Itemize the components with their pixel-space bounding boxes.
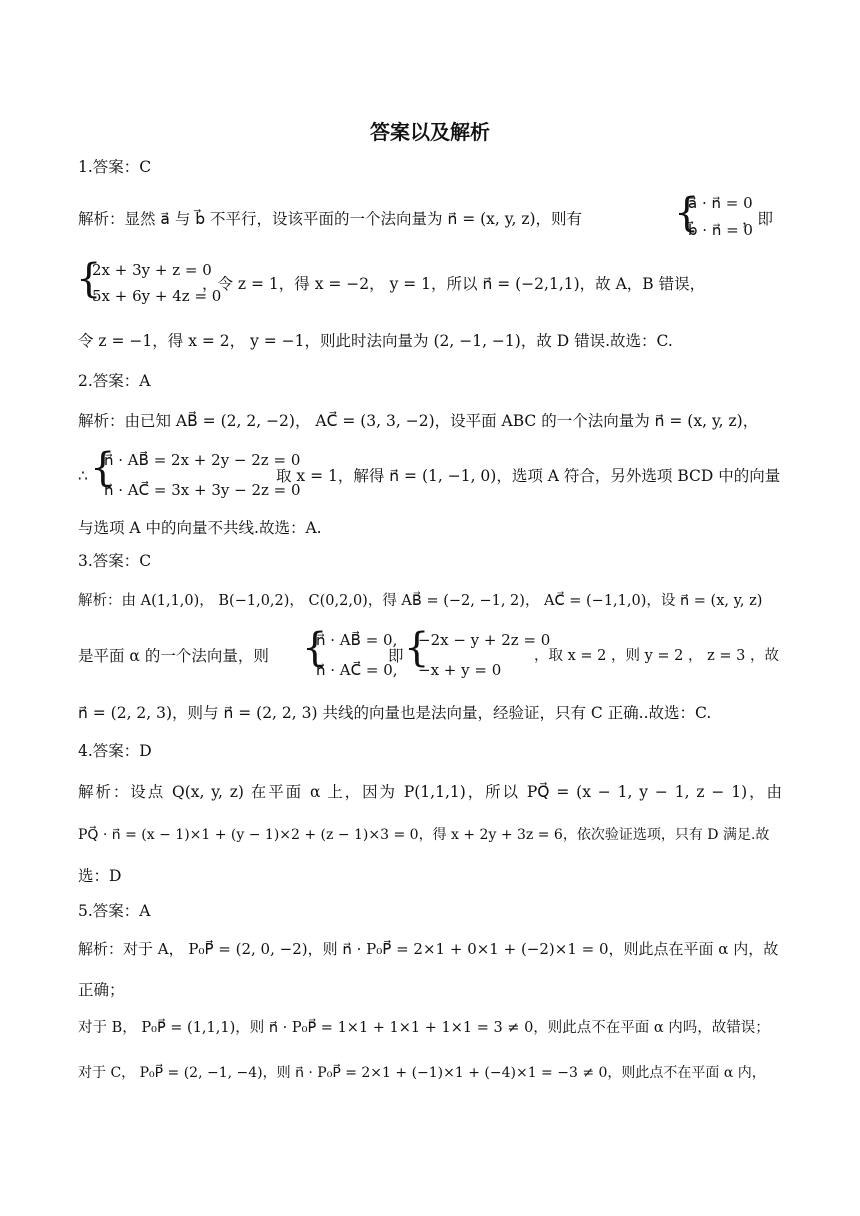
q2-system-row-b: n⃗ · AC⃗ = 3x + 3y − 2z = 0 (104, 481, 301, 499)
q4-line-2: PQ⃗ · n⃗ = (x − 1)×1 + (y − 1)×2 + (z − 1)×3 = 0，得 x + 2y + 3z = 6，依次验证选项，只有 D 满足.故 (78, 827, 770, 843)
q2-brace: { (90, 445, 116, 491)
q2-line-1: 解析：由已知 AB⃗ = (2, 2, −2)， AC⃗ = (3, 3, −2)，设平面 ABC 的一个法向量为 n⃗ = (x, y, z)， (78, 412, 759, 430)
q3-system-1-row-a: n⃗ · AB⃗ = 0, (316, 631, 398, 649)
q2-therefore: ∴ (78, 467, 88, 485)
q3-brace-2: { (404, 625, 430, 671)
q4-line-1: 解析：设点 Q(x, y, z) 在平面 α 上，因为 P(1,1,1)，所以 PQ⃗ = (x − 1, y − 1, z − 1)，由 (78, 783, 782, 801)
q1-answer: 1.答案：C (78, 158, 152, 176)
q5-line-1: 解析：对于 A， P₀P⃗ = (2, 0, −2)，则 n⃗ · P₀P⃗ = 2×1 + 0×1 + (−2)×1 = 0，则此点在平面 α 内，故 (78, 940, 779, 958)
q2-answer: 2.答案：A (78, 372, 151, 390)
q3-answer: 3.答案：C (78, 552, 152, 570)
q3-line-2: 是平面 α 的一个法向量，则 (78, 647, 269, 665)
q1-system-1-row-b: b⃗ · n⃗ = 0 (688, 221, 753, 239)
q1-system-2-row-b: 5x + 6y + 4z = 0 (92, 287, 222, 305)
q1-line-2: ，令 z = 1，得 x = −2， y = 1，所以 n⃗ = (−2,1,1)，故 A，B 错误， (202, 275, 706, 293)
q4-line-3: 选：D (78, 867, 122, 885)
q5-line-2: 正确； (78, 981, 125, 999)
q2-line-2: 取 x = 1，解得 n⃗ = (1, −1, 0)，选项 A 符合，另外选项 BCD 中的向量 (276, 467, 781, 485)
q1-system-2-row-a: 2x + 3y + z = 0 (92, 261, 212, 279)
q3-system-1-row-b: n⃗ · AC⃗ = 0, (316, 661, 398, 679)
q4-answer: 4.答案：D (78, 742, 152, 760)
page-title: 答案以及解析 (370, 120, 490, 144)
q3-line-3: n⃗ = (2, 2, 3)，则与 n⃗ = (2, 2, 3) 共线的向量也是法向量，经验证，只有 C 正确..故选：C. (78, 704, 712, 722)
q3-system-2-row-a: −2x − y + 2z = 0 (418, 631, 551, 649)
q5-line-4: 对于 C， P₀P⃗ = (2, −1, −4)，则 n⃗ · P₀P⃗ = 2×1 + (−1)×1 + (−4)×1 = −3 ≠ 0，则此点不在平面 α 内， (78, 1065, 766, 1081)
q3-line-1: 解析：由 A(1,1,0)， B(−1,0,2)， C(0,2,0)，得 AB⃗ = (−2, −1, 2)， AC⃗ = (−1,1,0)，设 n⃗ = (x, y, z) (78, 593, 763, 609)
q3-system-2-row-b: −x + y = 0 (418, 661, 502, 679)
q1-brace-1: { (674, 190, 700, 236)
q1-line-1-tail: ，即 (742, 210, 774, 228)
q5-answer: 5.答案：A (78, 902, 151, 920)
q2-line-3: 与选项 A 中的向量不共线.故选：A. (78, 519, 322, 537)
q3-line-2-mid: 即 (388, 647, 404, 665)
q3-brace-1: { (302, 625, 328, 671)
q3-line-2-tail: ，取 x = 2 ，则 y = 2 ， z = 3 ，故 (534, 648, 779, 664)
q1-line-3: 令 z = −1，得 x = 2， y = −1，则此时法向量为 (2, −1, −1)，故 D 错误.故选：C. (78, 332, 673, 350)
q1-line-1: 解析：显然 a⃗ 与 b⃗ 不平行，设该平面的一个法向量为 n⃗ = (x, y, z)，则有 (78, 210, 583, 228)
q1-brace-2: { (76, 256, 102, 302)
q5-line-3: 对于 B， P₀P⃗ = (1,1,1)，则 n⃗ · P₀P⃗ = 1×1 + 1×1 + 1×1 = 3 ≠ 0，则此点不在平面 α 内吗，故错误； (78, 1020, 770, 1036)
q2-system-row-a: n⃗ · AB⃗ = 2x + 2y − 2z = 0 (104, 451, 301, 469)
q1-system-1-row-a: a⃗ · n⃗ = 0 (688, 194, 753, 212)
